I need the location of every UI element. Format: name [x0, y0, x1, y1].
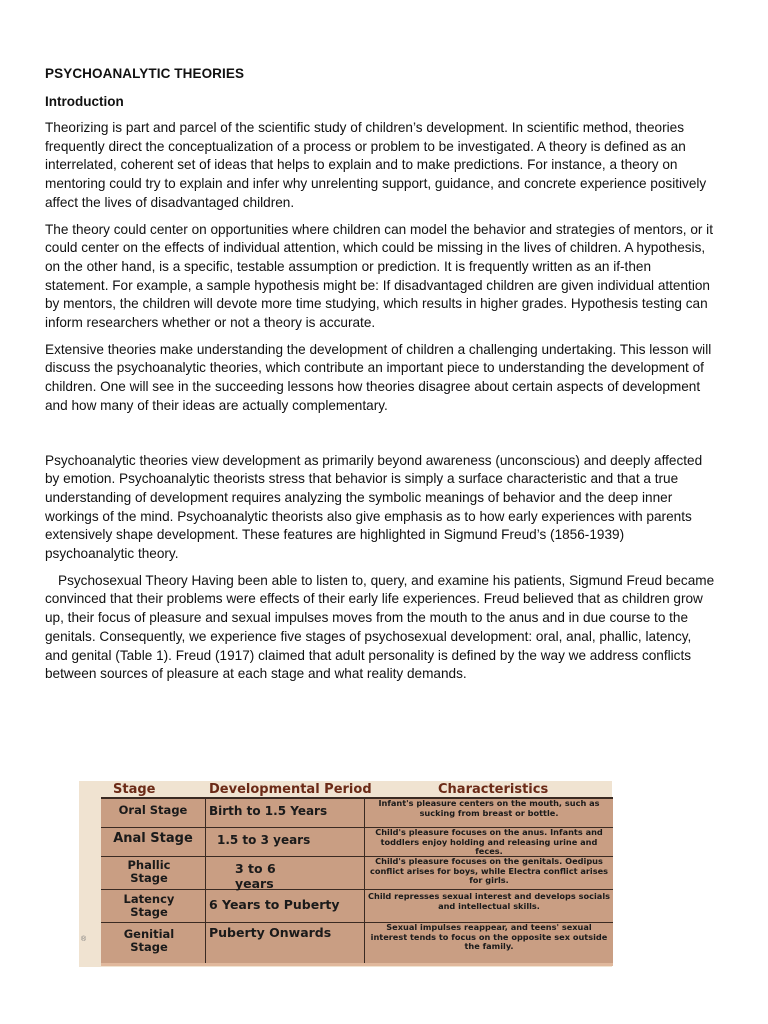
watermark-mark: ®: [81, 936, 87, 943]
cell-stage: Latency Stage: [123, 892, 175, 919]
cell-period: 6 Years to Puberty: [209, 897, 340, 912]
paragraph-2: The theory could center on opportunities where children can model the behavior and strategies of mentors, or it could center on the effects of individual attention, which could be missing in the lives of children. A hypothesis, on the other hand, is a specific, testable assumption or prediction. It is frequently written as an if-then statement. For example, a sample hypothesis might be: If disadvantaged children are given individual attention by mentors, the children will devote more time studying, which results in higher grades. Hypothesis testing can inform researchers whether or not a theory is accurate.: [45, 221, 713, 331]
header-developmental-period: Developmental Period: [209, 782, 372, 797]
paragraph-4: Psychoanalytic theories view development as primarily beyond awareness (unconscious) and deeply affected by emotion. Psychoanalytic theorists stress that behavior is simply a surface characteristic and that a true understanding of development requires analyzing the symbolic meanings of behavior and the deep inner workings of the mind. Psychoanalytic theorists also give emphasis as to how early experiences with parents extensively shape development. These features are highlighted in Sigmund Freud’s (1856-1939) psychoanalytic theory.: [45, 452, 703, 562]
cell-characteristics: Child's pleasure focuses on the genitals. Oedipus conflict arises for boys, while Electra conflict arises for girls.: [369, 856, 609, 886]
cell-stage: Anal Stage: [113, 831, 193, 846]
cell-characteristics: Sexual impulses reappear, and teens' sexual interest tends to focus on the opposite sex outside the family.: [370, 922, 608, 952]
table-row: [101, 890, 613, 923]
cell-characteristics: Infant's pleasure centers on the mouth, such as sucking from breast or bottle.: [378, 798, 600, 818]
table-row: [101, 828, 613, 857]
paragraph-1: Theorizing is part and parcel of the scientific study of children’s development. In scientific method, theories frequently direct the conceptualization of a process or problem to be investigated. A theory is defined as an interrelated, coherent set of ideas that helps to explain and to make predictions. For instance, a theory on mentoring could try to explain and infer why unrelenting support, guidance, and concrete experience positively affect the lives of disadvantaged children.: [45, 120, 707, 210]
cell-period: Puberty Onwards: [209, 925, 332, 940]
table-row: [101, 923, 613, 961]
table-body: [101, 797, 613, 966]
cell-stage: Phallic Stage: [127, 858, 171, 885]
paragraph-3: Extensive theories make understanding the development of children a challenging undertaking. This lesson will discuss the psychoanalytic theories, which contribute an important piece to understanding the development of children. One will see in the succeeding lessons how theories disagree about certain aspects of development and how many of their ideas are actually complementary.: [45, 341, 712, 413]
cell-period: Birth to 1.5 Years: [209, 804, 328, 818]
cell-stage: Oral Stage: [118, 803, 188, 817]
psychosexual-stages-table-image: [79, 781, 612, 967]
document-title: PSYCHOANALYTIC THEORIES: [45, 66, 245, 81]
header-characteristics: Characteristics: [438, 782, 549, 797]
cell-period: 1.5 to 3 years: [217, 833, 311, 847]
cell-characteristics: Child represses sexual interest and develops socials and intellectual skills.: [367, 891, 611, 911]
header-stage: Stage: [113, 782, 156, 797]
table-row: [101, 799, 613, 828]
table-row: [101, 857, 613, 890]
cell-period: 3 to 6 years: [235, 861, 276, 891]
cell-stage: Genitial Stage: [123, 927, 175, 954]
section-heading-introduction: Introduction: [45, 94, 124, 109]
table-header-row: [79, 781, 612, 798]
paragraph-5: Psychosexual Theory Having been able to listen to, query, and examine his patients, Sigmund Freud became convinced that their problems were effects of their early life experiences. Freud believed that as children grow up, their focus of pleasure and sexual impulses moves from the mouth to the anus and in due course to the genitals. Consequently, we experience five stages of psychosexual development: oral, anal, phallic, latency, and genital (Table 1). Freud (1917) claimed that adult personality is defined by the way we address conflicts between sources of pleasure at each stage and what reality demands.: [45, 572, 715, 682]
document-page: [45, 62, 717, 684]
cell-characteristics: Child's pleasure focuses on the anus. Infants and toddlers enjoy holding and releasing urine and feces.: [375, 827, 603, 857]
